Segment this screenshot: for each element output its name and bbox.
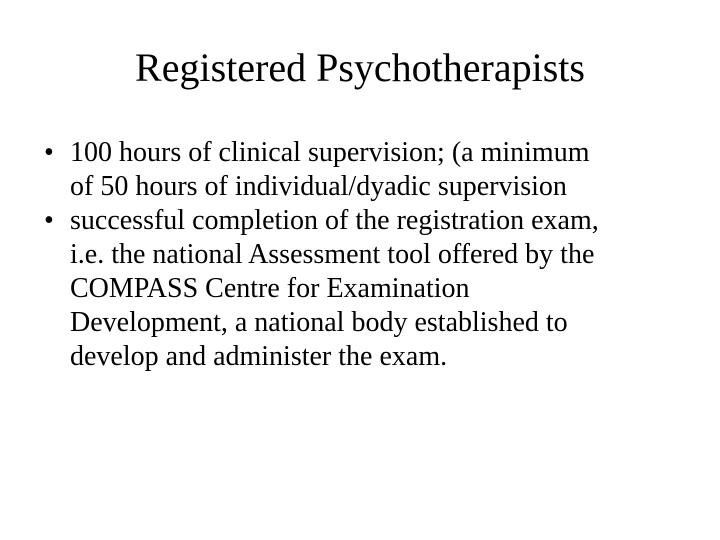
- bullet-item: [44, 204, 694, 374]
- bullet-list: [44, 136, 694, 374]
- bullet-marker: •: [44, 137, 54, 168]
- slide-title: Registered Psychotherapists: [135, 45, 585, 90]
- bullet-line: develop and administer the exam.: [70, 341, 448, 372]
- bullet-line: of 50 hours of individual/dyadic supervision: [70, 171, 567, 202]
- bullet-line: Development, a national body established to: [70, 307, 568, 338]
- bullet-item: [44, 136, 694, 204]
- bullet-line: 100 hours of clinical supervision; (a minimum: [70, 137, 590, 168]
- bullet-line: COMPASS Centre for Examination: [70, 273, 470, 304]
- bullet-marker: •: [44, 205, 54, 236]
- bullet-line: i.e. the national Assessment tool offered by the: [70, 239, 595, 270]
- bullet-line: successful completion of the registration exam,: [70, 205, 599, 236]
